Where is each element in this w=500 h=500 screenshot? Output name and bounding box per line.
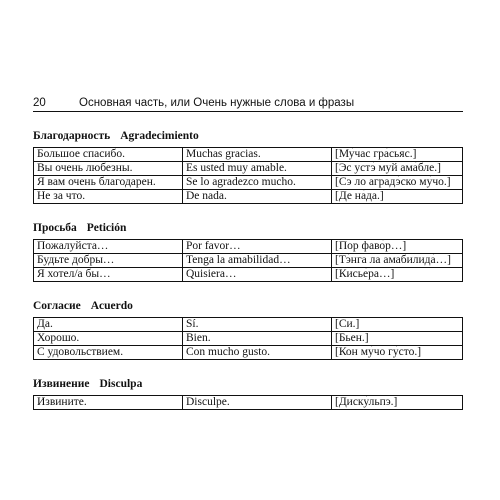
cell-russian: Пожалуйста…	[34, 240, 183, 254]
cell-spanish: Sí.	[183, 318, 332, 332]
section-heading-es: Agradecimiento	[120, 130, 199, 142]
cell-russian: Я хотел/а бы…	[34, 268, 183, 282]
page-number: 20	[33, 97, 46, 109]
section-heading-ru: Просьба	[33, 222, 77, 234]
cell-transcription: [Сэ ло аградэ́ско му́чо.]	[332, 176, 463, 190]
table-row	[34, 190, 463, 204]
cell-transcription: [Де на́да.]	[332, 190, 463, 204]
cell-spanish: Muchas gracias.	[183, 148, 332, 162]
cell-russian: С удовольствием.	[34, 346, 183, 360]
table-row	[34, 148, 463, 162]
section-heading-es: Disculpa	[99, 378, 143, 390]
section-heading-es: Petición	[86, 222, 127, 234]
section-apology	[33, 378, 463, 410]
cell-transcription: [Му́час гра́сьяс.]	[332, 148, 463, 162]
cell-spanish: Quisiera…	[183, 268, 332, 282]
cell-spanish: Tenga la amabilidad…	[183, 254, 332, 268]
cell-transcription: [Кисье́ра…]	[332, 268, 463, 282]
table-row	[34, 162, 463, 176]
cell-transcription: [Тэ́нга ла амабилида́…]	[332, 254, 463, 268]
cell-spanish: De nada.	[183, 190, 332, 204]
section-heading	[33, 130, 463, 142]
book-page	[33, 97, 463, 410]
cell-russian: Будьте добры…	[34, 254, 183, 268]
section-heading-ru: Извинение	[33, 378, 90, 390]
cell-transcription: [Си.]	[332, 318, 463, 332]
table-row	[34, 318, 463, 332]
phrase-table	[33, 239, 463, 282]
section-heading	[33, 222, 463, 234]
phrase-table	[33, 147, 463, 204]
cell-transcription: [Бьен.]	[332, 332, 463, 346]
table-row	[34, 176, 463, 190]
cell-transcription: [Эс устэ́ муй ама́бле.]	[332, 162, 463, 176]
section-heading-es: Acuerdo	[90, 300, 133, 312]
table-row	[34, 332, 463, 346]
cell-transcription: [Кон му́чо гу́сто.]	[332, 346, 463, 360]
section-heading	[33, 300, 463, 312]
table-row	[34, 396, 463, 410]
cell-russian: Извините.	[34, 396, 183, 410]
running-header	[33, 97, 463, 112]
cell-transcription: [Диску́льпэ.]	[332, 396, 463, 410]
phrase-table	[33, 395, 463, 410]
table-row	[34, 240, 463, 254]
table-row	[34, 268, 463, 282]
section-gratitude	[33, 130, 463, 204]
section-heading	[33, 378, 463, 390]
cell-spanish: Por favor…	[183, 240, 332, 254]
cell-spanish: Con mucho gusto.	[183, 346, 332, 360]
table-row	[34, 346, 463, 360]
cell-spanish: Disculpe.	[183, 396, 332, 410]
cell-russian: Большое спасибо.	[34, 148, 183, 162]
cell-transcription: [Пор фаво́р…]	[332, 240, 463, 254]
cell-spanish: Bien.	[183, 332, 332, 346]
cell-spanish: Es usted muy amable.	[183, 162, 332, 176]
cell-russian: Хорошо.	[34, 332, 183, 346]
section-request	[33, 222, 463, 282]
phrase-table	[33, 317, 463, 360]
section-agreement	[33, 300, 463, 360]
cell-russian: Я вам очень благодарен.	[34, 176, 183, 190]
running-title: Основная часть, или Очень нужные слова и фразы	[79, 97, 355, 109]
cell-russian: Вы очень любезны.	[34, 162, 183, 176]
table-row	[34, 254, 463, 268]
section-heading-ru: Согласие	[33, 300, 81, 312]
cell-spanish: Se lo agradezco mucho.	[183, 176, 332, 190]
cell-russian: Да.	[34, 318, 183, 332]
section-heading-ru: Благодарность	[33, 130, 111, 142]
cell-russian: Не за что.	[34, 190, 183, 204]
